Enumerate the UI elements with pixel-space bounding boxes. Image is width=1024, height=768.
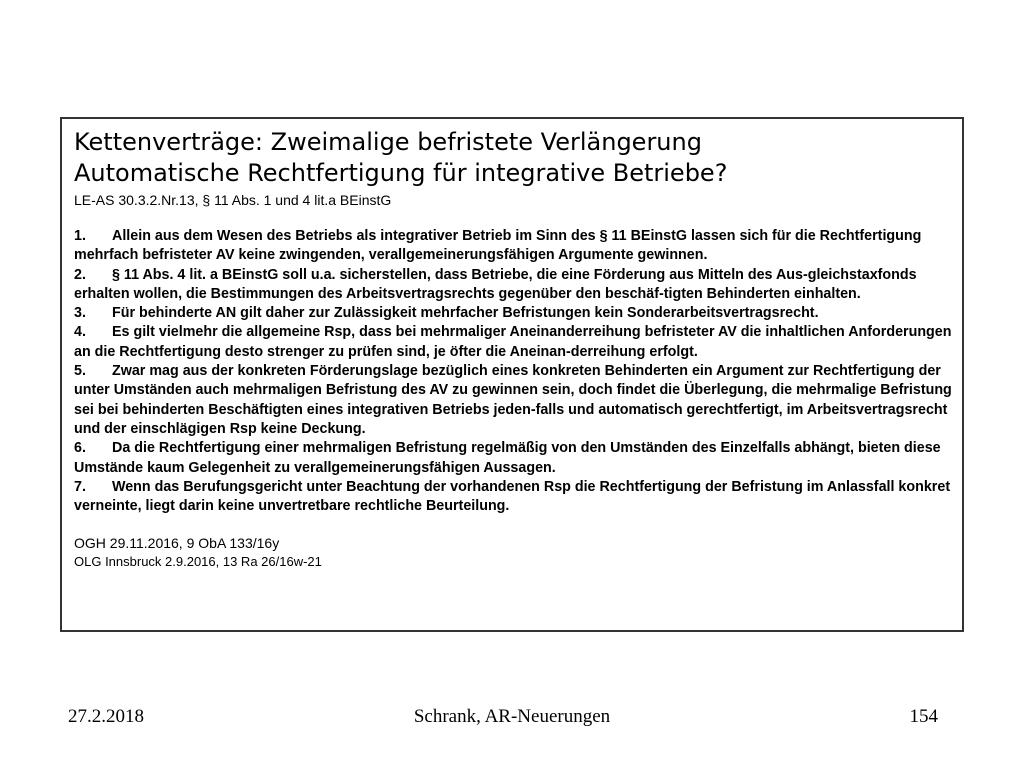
- holding-item: [74, 227, 952, 266]
- footer-date: 27.2.2018: [68, 706, 144, 727]
- holding-number: 2.: [74, 266, 86, 283]
- holding-text: Allein aus dem Wesen des Betriebs als integrativer Betrieb im Sinn des § 11 BEinstG lassen sich für die Rechtfertigung mehrfach befristeter AV keine zwingenden, verallgemeinerungsfähigen Argumente gewinnen.: [74, 228, 922, 264]
- holding-text: Zwar mag aus der konkreten Förderungslage bezüglich eines konkreten Behinderten ein Argument zur Rechtfertigung der unter Umständen auch mehrmaligen Befristung des AV zu gewinnen sein, doch findet die Überlegung, die mehrmalige Befristung sei bei behinderten Beschäftigten eines integrativen Betriebs jeden-falls und automatisch gerechtfertigt, im Arbeitsvertragsrecht und der einschlägigen Rsp keine Deckung.: [74, 363, 952, 437]
- footer-title: Schrank, AR-Neuerungen: [413, 706, 611, 727]
- holding-item: [74, 362, 952, 439]
- holding-number: 1.: [74, 228, 86, 244]
- legal-reference: LE-AS 30.3.2.Nr.13, § 11 Abs. 1 und 4 lit.a BEinstG: [74, 192, 392, 208]
- holdings-list: [74, 227, 952, 516]
- slide-title-line-1: Kettenverträge: Zweimalige befristete Verlängerung: [74, 128, 702, 156]
- holding-text: Da die Rechtfertigung einer mehrmaligen Befristung regelmäßig von den Umständen des Einzelfalls abhängt, bieten diese Umstände kaum Gelegenheit zu verallgemeinerungsfähigen Aussagen.: [74, 440, 941, 476]
- citations: [74, 534, 952, 570]
- holding-number: 5.: [74, 363, 86, 380]
- holding-number: 7.: [74, 478, 86, 495]
- citation-ogh: OGH 29.11.2016, 9 ObA 133/16y: [74, 535, 280, 552]
- slide-content-box: [60, 117, 964, 632]
- holding-number: 3.: [74, 305, 86, 322]
- holding-item: [74, 304, 952, 323]
- citation-olg: OLG Innsbruck 2.9.2016, 13 Ra 26/16w-21: [74, 554, 322, 570]
- holding-item: [74, 439, 952, 478]
- holding-number: 6.: [74, 440, 86, 457]
- page-number: 154: [909, 706, 938, 727]
- holding-text: Es gilt vielmehr die allgemeine Rsp, dass bei mehrmaliger Aneinanderreihung befristeter AV die inhaltlichen Anforderungen an die Rechtfertigung desto strenger zu prüfen sind, je öfter die Aneinan-derreihung erfolgt.: [74, 324, 952, 360]
- holding-item: [74, 266, 952, 305]
- slide-title-line-2: Automatische Rechtfertigung für integrative Betriebe?: [74, 159, 728, 187]
- holding-item: [74, 478, 952, 517]
- holding-number: 4.: [74, 324, 86, 341]
- holding-text: Für behinderte AN gilt daher zur Zulässigkeit mehrfacher Befristungen kein Sonderarbeitsvertragsrecht.: [112, 305, 819, 322]
- holding-text: Wenn das Berufungsgericht unter Beachtung der vorhandenen Rsp die Rechtfertigung der Befristung im Anlassfall konkret verneinte, liegt darin keine unvertretbare rechtliche Beurteilung.: [74, 478, 951, 515]
- holding-item: [74, 323, 952, 362]
- holding-text: § 11 Abs. 4 lit. a BEinstG soll u.a. sicherstellen, dass Betriebe, die eine Förderung aus Mitteln des Aus-gleichstaxfonds erhalten wollen, die Bestimmungen des Arbeitsvertragsrechts gegenüber den beschäf-tigten Behinderten einhalten.: [74, 266, 917, 302]
